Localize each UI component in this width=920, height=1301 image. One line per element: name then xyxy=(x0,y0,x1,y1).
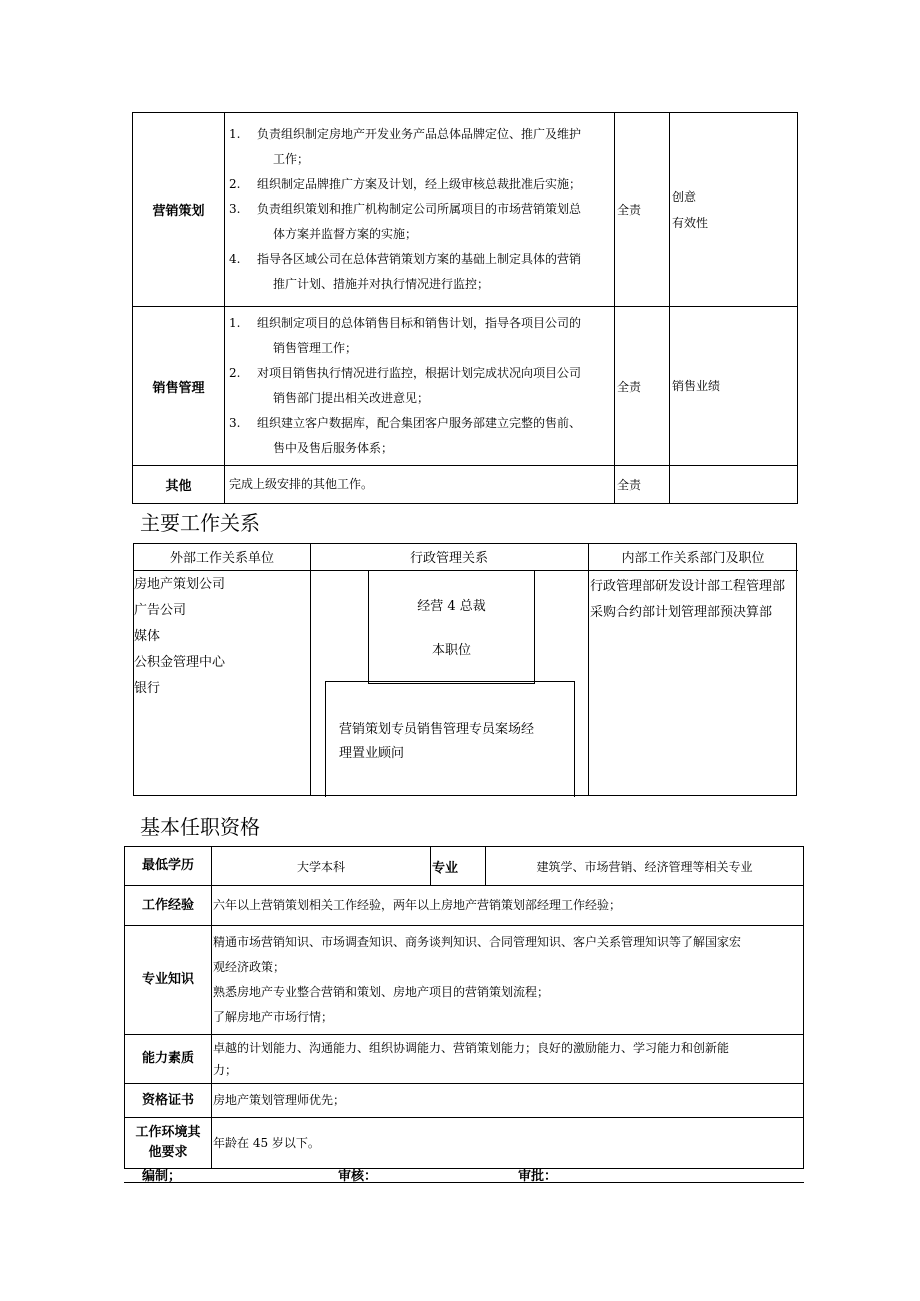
qualifications-table xyxy=(124,846,804,1169)
signature-footer xyxy=(124,1163,804,1183)
duty-description: 完成上级安排的其他工作。 xyxy=(225,466,615,504)
duty-item: 2. 组织制定品牌推广方案及计划，经上级审核总裁批准后实施； xyxy=(229,177,582,191)
experience-label: 工作经验 xyxy=(125,886,212,926)
qual-row-ability xyxy=(125,1035,804,1084)
column-divider xyxy=(588,544,589,795)
education-value: 大学本科 xyxy=(212,847,431,886)
org-chart-superior-box xyxy=(368,571,535,684)
internal-departments: 行政管理部研发设计部工程管理部 采购合约部计划管理部预决算部 xyxy=(590,579,786,620)
duty-item: 3. 负责组织策划和推广机构制定公司所属项目的市场营销策划总 体方案并监督方案的实施； xyxy=(229,202,582,241)
major-value: 建筑学、市场营销、经济管理等相关专业 xyxy=(486,847,804,886)
duty-item: 4. 指导各区域公司在总体营销策划方案的基础上制定具体的营销 推广计划、措施并对执行情况进行监控； xyxy=(229,252,582,291)
column-divider xyxy=(310,544,311,795)
superior-label: 经营 4 总裁 xyxy=(417,599,486,614)
environment-value: 年龄在 45 岁以下。 xyxy=(212,1118,804,1169)
qual-row-environment xyxy=(125,1118,804,1169)
certificate-label: 资格证书 xyxy=(125,1084,212,1118)
ability-value: 卓越的计划能力、沟通能力、组织协调能力、营销策划能力；良好的激励能力、学习能力和创新能 力； xyxy=(212,1035,804,1084)
duty-row-other xyxy=(133,466,798,504)
org-chart-subordinates-box xyxy=(325,681,575,797)
qual-row-experience xyxy=(125,886,804,926)
qual-row-education xyxy=(125,847,804,886)
external-unit: 房地产策划公司 xyxy=(134,577,226,592)
duties-table xyxy=(132,112,798,504)
environment-label: 工作环境其 他要求 xyxy=(125,1118,212,1169)
position-label: 本职位 xyxy=(431,643,471,658)
duty-responsibility: 全责 xyxy=(615,307,670,466)
relations-box xyxy=(133,543,797,796)
duty-responsibility: 全责 xyxy=(615,113,670,307)
duty-kpi: 创意 有效性 xyxy=(670,113,798,307)
duty-kpi xyxy=(670,466,798,504)
ability-label: 能力素质 xyxy=(125,1035,212,1084)
duty-row-sales xyxy=(133,307,798,466)
experience-value: 六年以上营销策划相关工作经验，两年以上房地产营销策划部经理工作经验； xyxy=(212,886,804,926)
duty-responsibility: 全责 xyxy=(615,466,670,504)
knowledge-label: 专业知识 xyxy=(125,926,212,1035)
duty-description xyxy=(225,307,615,466)
reviewed-by-label: 审核： xyxy=(338,1169,378,1184)
header-admin: 行政管理关系 xyxy=(310,544,588,571)
external-unit: 广告公司 xyxy=(134,603,187,618)
duty-category: 其他 xyxy=(133,466,225,504)
duty-category: 销售管理 xyxy=(133,307,225,466)
qual-row-knowledge xyxy=(125,926,804,1035)
header-external: 外部工作关系单位 xyxy=(134,544,310,571)
knowledge-value: 精通市场营销知识、市场调查知识、商务谈判知识、合同管理知识、客户关系管理知识等了解国家宏 观经济政策； 熟悉房地产专业整合营销和策划、房地产项目的营销策划流程； 了解房地产市场行情； xyxy=(212,926,804,1035)
duty-item: 1. 组织制定项目的总体销售目标和销售计划，指导各项目公司的 销售管理工作； xyxy=(229,316,582,355)
external-units-list xyxy=(134,572,310,702)
qualifications-heading: 基本任职资格 xyxy=(140,815,260,839)
duty-description xyxy=(225,113,615,307)
duty-kpi: 销售业绩 xyxy=(670,307,798,466)
external-unit: 银行 xyxy=(134,681,161,696)
education-label: 最低学历 xyxy=(125,847,212,886)
relations-heading: 主要工作关系 xyxy=(140,511,260,535)
prepared-by-label: 编制； xyxy=(142,1169,182,1184)
subordinates-label: 营销策划专员销售管理专员案场经 理置业顾问 xyxy=(339,722,535,761)
duty-row-marketing xyxy=(133,113,798,307)
header-internal: 内部工作关系部门及职位 xyxy=(588,544,798,571)
duty-item: 1. 负责组织制定房地产开发业务产品总体品牌定位、推广及维护 工作； xyxy=(229,127,582,166)
major-label: 专业 xyxy=(431,847,486,886)
certificate-value: 房地产策划管理师优先； xyxy=(212,1084,804,1118)
duty-item: 3. 组织建立客户数据库，配合集团客户服务部建立完整的售前、 售中及售后服务体系； xyxy=(229,416,582,455)
duty-item: 2. 对项目销售执行情况进行监控，根据计划完成状况向项目公司 销售部门提出相关改进意见； xyxy=(229,366,582,405)
duty-category: 营销策划 xyxy=(133,113,225,307)
approved-by-label: 审批： xyxy=(518,1169,558,1184)
external-unit: 公积金管理中心 xyxy=(134,655,226,670)
external-unit: 媒体 xyxy=(134,629,161,644)
qual-row-certificate xyxy=(125,1084,804,1118)
